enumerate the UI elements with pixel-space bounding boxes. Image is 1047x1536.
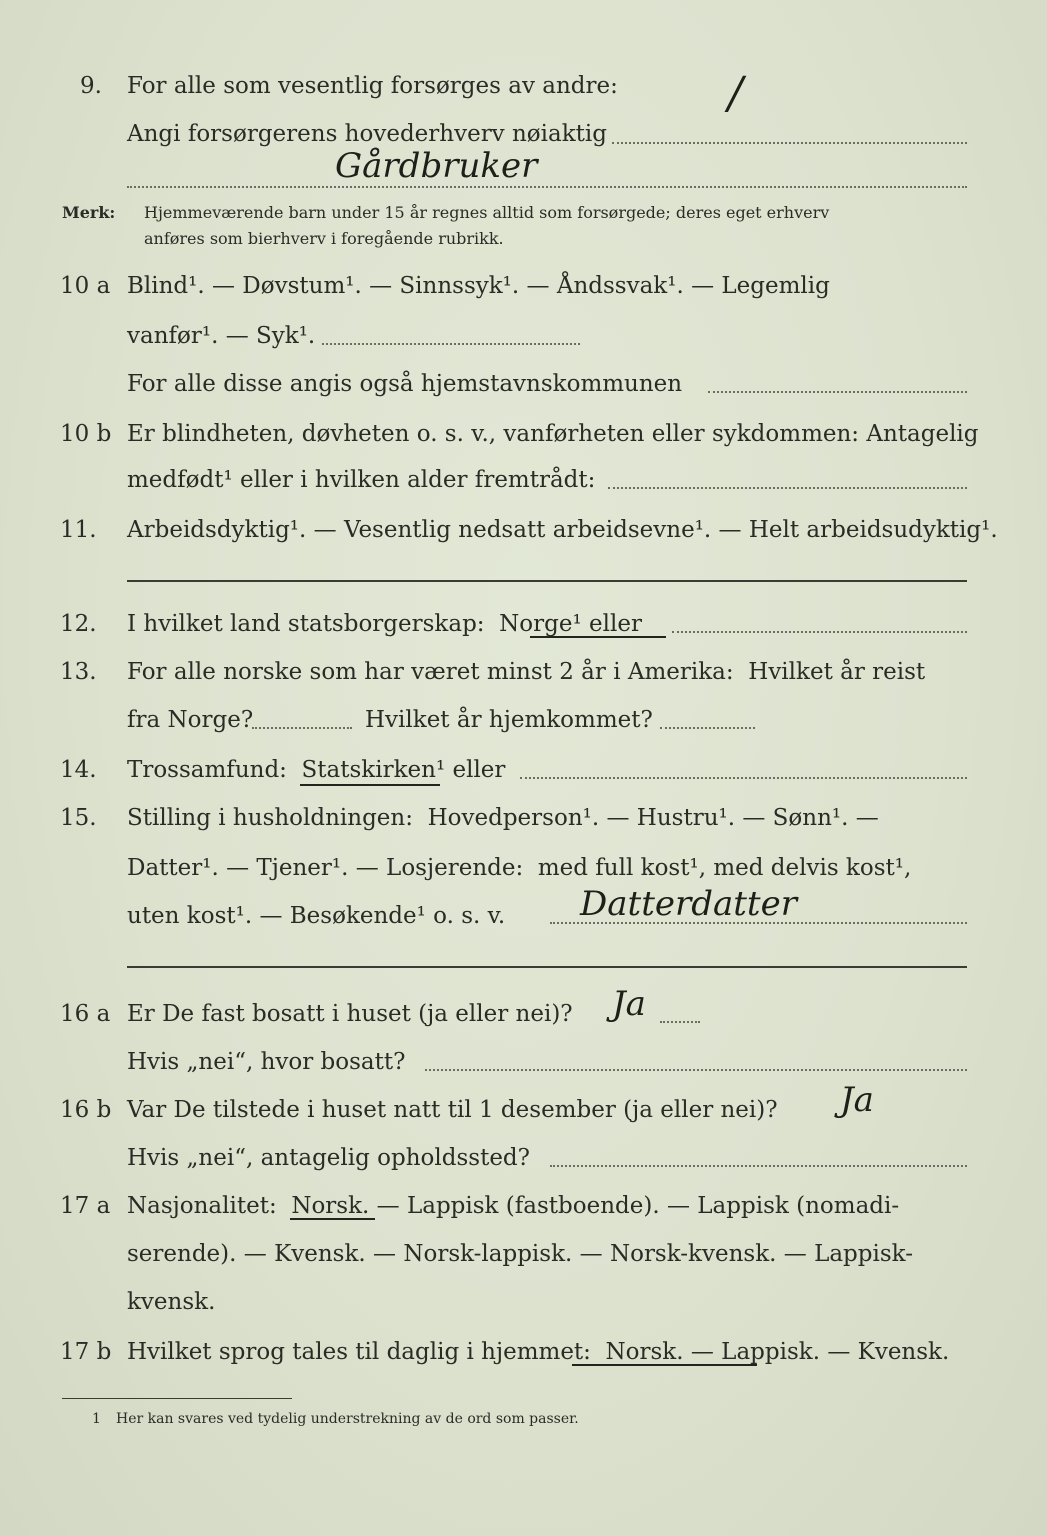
q10a-text-line1: Blind¹. — Døvstum¹. — Sinnssyk¹. — Åndssvak¹. — Legemlig (127, 273, 830, 299)
q9-handwritten-answer: Gårdbruker (335, 146, 538, 186)
q11-answer-line (127, 580, 967, 582)
footnote-text: Her kan svares ved tydelig understrekning av de ord som passer. (116, 1411, 579, 1427)
q16b-text-line1: Var De tilstede i huset natt til 1 desember (ja eller nei)? (127, 1097, 778, 1123)
q15-text-line2: Datter¹. — Tjener¹. — Losjerende: med full kost¹, med delvis kost¹, (127, 855, 912, 881)
q11-number: 11. (60, 517, 97, 543)
q14-dotted-line (520, 777, 967, 779)
q9-text-line1: For alle som vesentlig forsørges av andre: (127, 73, 618, 99)
q13-text-line2a: fra Norge? (127, 707, 254, 733)
footnote-separator (62, 1398, 292, 1399)
q16a-number: 16 a (60, 1001, 111, 1027)
q10b-number: 10 b (60, 421, 112, 447)
q16b-text-line2: Hvis „nei“, antagelig opholdssted? (127, 1145, 530, 1171)
q16b-dotted-line (550, 1165, 967, 1167)
merk-text-line1: Hjemmeværende barn under 15 år regnes alltid som forsørgede; deres eget erhverv (144, 203, 830, 222)
q15-answer-line (127, 966, 967, 968)
q17b-number: 17 b (60, 1339, 112, 1365)
q16a-where-line (425, 1069, 967, 1071)
q15-handwritten-answer: Datterdatter (580, 884, 797, 924)
q14-answer-underline (300, 784, 440, 786)
q11-text-line1: Arbeidsdyktig¹. — Vesentlig nedsatt arbeidsevne¹. — Helt arbeidsudyktig¹. (127, 517, 998, 543)
q12-number: 12. (60, 611, 97, 637)
q14-text-line1: Trossamfund: Statskirken¹ eller (127, 757, 506, 783)
q16a-handwritten-answer: Ja (612, 984, 646, 1024)
q17a-answer-underline (290, 1218, 375, 1220)
q15-text-line1: Stilling i husholdningen: Hovedperson¹. — Hustru¹. — Sønn¹. — (127, 805, 879, 831)
q10b-dotted-line (608, 487, 967, 489)
q13-number: 13. (60, 659, 97, 685)
q17a-text-line3: kvensk. (127, 1289, 216, 1315)
q9-text-line2: Angi forsørgerens hovederhverv nøiaktig (127, 121, 607, 147)
footnote-mark: 1 (92, 1411, 101, 1427)
q17a-text-line1: Nasjonalitet: Norsk. — Lappisk (fastboende). — Lappisk (nomadi- (127, 1193, 900, 1219)
q17a-text-line2: serende). — Kvensk. — Norsk-lappisk. — Norsk-kvensk. — Lappisk- (127, 1241, 913, 1267)
q9-handwritten-mark: / (728, 68, 743, 119)
q13-departure-line (252, 727, 352, 729)
q16a-text-line2: Hvis „nei“, hvor bosatt? (127, 1049, 406, 1075)
q9-number: 9. (80, 73, 102, 99)
q16b-number: 16 b (60, 1097, 112, 1123)
q13-text-line2b: Hvilket år hjemkommet? (365, 707, 653, 733)
q14-number: 14. (60, 757, 97, 783)
q10a-text-line3: For alle disse angis også hjemstavnskommunen (127, 371, 683, 397)
q10b-text-line2: medfødt¹ eller i hvilken alder fremtrådt: (127, 467, 596, 493)
q15-dotted-line (550, 922, 967, 924)
q13-return-line (660, 727, 755, 729)
q9-dotted-line (612, 142, 967, 144)
q16a-text-line1: Er De fast bosatt i huset (ja eller nei)? (127, 1001, 573, 1027)
q15-text-line3: uten kost¹. — Besøkende¹ o. s. v. (127, 903, 506, 929)
q9-answer-line (127, 186, 967, 188)
q12-text-line1: I hvilket land statsborgerskap: Norge¹ eller (127, 611, 642, 637)
q13-text-line1: For alle norske som har været minst 2 år i Amerika: Hvilket år reist (127, 659, 926, 685)
q17b-answer-underline (572, 1364, 757, 1366)
q10a-text-line2: vanfør¹. — Syk¹. (127, 323, 316, 349)
q12-dotted-line (672, 631, 967, 633)
q17b-text-line1: Hvilket sprog tales til daglig i hjemmet: Norsk. — Lappisk. — Kvensk. (127, 1339, 950, 1365)
q15-number: 15. (60, 805, 97, 831)
q10a-municipality-line (708, 391, 967, 393)
q10a-dotted-line (322, 343, 580, 345)
q17a-number: 17 a (60, 1193, 111, 1219)
q10a-number: 10 a (60, 273, 111, 299)
q16a-dotted-line (660, 1021, 700, 1023)
merk-label: Merk: (62, 203, 116, 222)
merk-text-line2: anføres som bierhverv i foregående rubrikk. (144, 229, 504, 248)
q16b-handwritten-answer: Ja (840, 1080, 874, 1120)
q10b-text-line1: Er blindheten, døvheten o. s. v., vanførheten eller sykdommen: Antagelig (127, 421, 979, 447)
q12-answer-underline (530, 636, 666, 638)
